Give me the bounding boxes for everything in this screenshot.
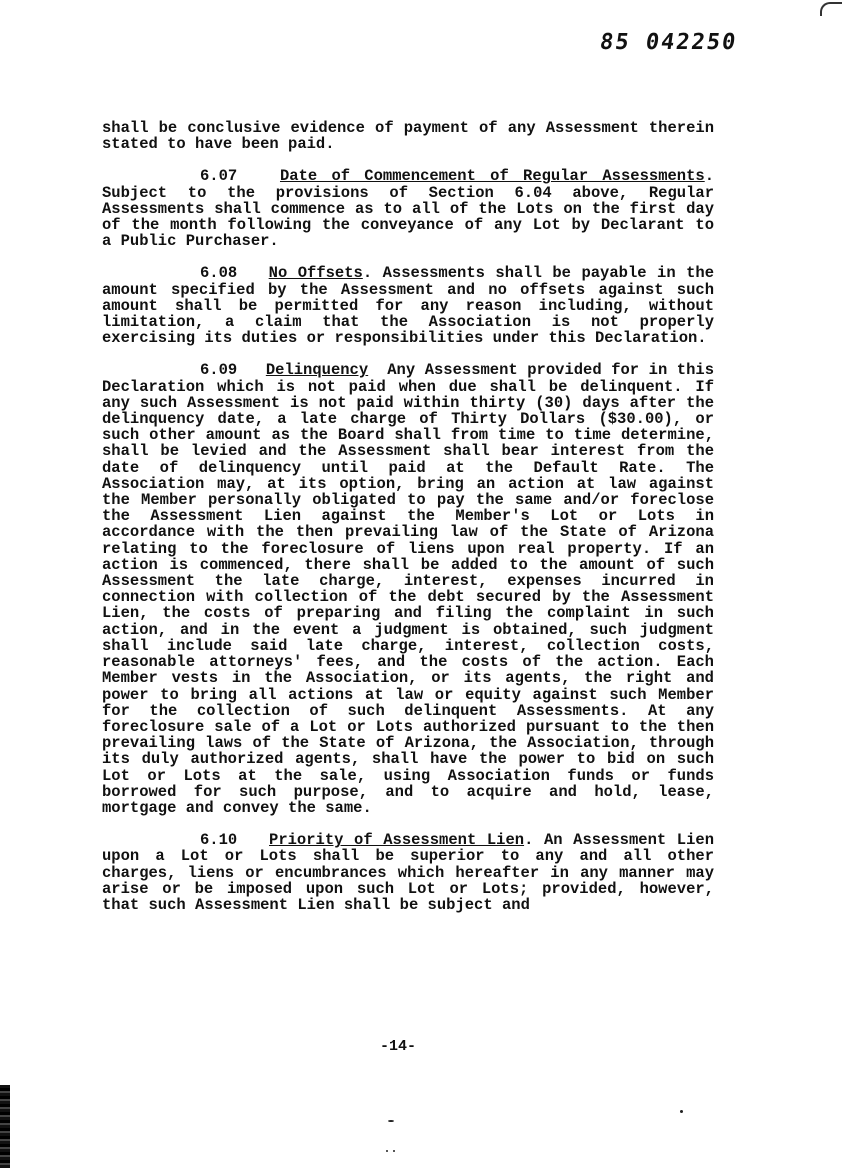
scan-speck — [393, 1150, 395, 1152]
section-body: Subject to the provisions of Section 6.04 above, Regular Assessments shall commence as to all of the Lots on the first day of the month following the conveyance of any Lot by Declarant to a Public Purchaser. — [102, 183, 714, 251]
section-body: An Assessment Lien upon a Lot or Lots shall be superior to any and all other charges, liens or encumbrances which hereafter in any manner may arise or be imposed upon such Lot or Lots; provided, however, that such Assessment Lien shall be subject and — [102, 831, 714, 914]
section-body: Any Assessment provided for in this Declaration which is not paid when due shall be delinquent. If any such Assessment is not paid within thirty (30) days after the delinquency date, a late charge of Thirty Dollars ($30.00), or such other amount as the Board shall from time to time determine, shall be levied and the Assessment shall bear interest from the date of delinquency until paid at the Default Rate. The Association may, at its option, bring an action at law against the Member personally obligated to pay the same and/or foreclose the Assessment Lien against the Member's Lot or Lots in accordance with the then prevailing law of the State of Arizona relating to the foreclosure of liens upon real property. If an action is commenced, there shall be added to the amount of such Assessment the late charge, interest, expenses incurred in connection with collection of the debt secured by the Assessment Lien, the costs of preparing and filing the complaint in such action, and in the event a judgment is obtained, such judgment shall include said late charge, interest, collection costs, reasonable attorneys' fees, and the costs of the action. Each Member vests in the Association, or its agents, the right and power to bring all actions at law or equity against such Member for the collection of such delinquent Assessments. At any foreclosure sale of a Lot or Lots authorized pursuant to the then prevailing laws of the State of Arizona, the Association, through its duly authorized agents, shall have the power to bid on such Lot or Lots at the sale, using Association funds or funds borrowed for such purpose, and to acquire and hold, lease, mortgage and convey the same. — [102, 361, 714, 817]
section-6-07: 6.07 Date of Commencement of Regular Assessments. Subject to the provisions of Section 6.04 above, Regular Assessments shall commence as to all of the Lots on the first day of the month following the conveyance of any Lot by Declarant to a Public Purchaser. — [102, 167, 715, 251]
section-body: Assessments shall be payable in the amount specified by the Assessment and no offsets against such amount shall be permitted for any reason including, without limitation, a claim that the Association is not properly exercising its duties or responsibilities under this Declaration. — [102, 264, 715, 348]
corner-scan-mark — [820, 2, 842, 16]
section-title: Date of Commencement of Regular Assessments — [279, 167, 705, 186]
intro-paragraph: shall be conclusive evidence of payment of any Assessment therein stated to have been paid. — [102, 119, 714, 154]
document-number: 85 042250 — [598, 30, 739, 55]
scan-edge-artifact — [0, 1085, 10, 1168]
document-body — [102, 120, 714, 929]
section-title: Priority of Assessment Lien — [269, 831, 525, 850]
scan-speck — [388, 1120, 394, 1122]
scan-speck — [680, 1110, 683, 1113]
section-6-08: 6.08 No Offsets. Assessments shall be payable in the amount specified by the Assessment and no offsets against such amount shall be permitted for any reason including, without limitation, a claim that the Association is not properly exercising its duties or responsibilities under this Declaration. — [102, 264, 715, 348]
section-title: Delinquency — [265, 361, 369, 380]
section-6-09 — [102, 362, 714, 816]
section-number: 6.09 — [200, 361, 238, 380]
section-number: 6.10 — [200, 831, 238, 850]
scan-speck — [386, 1150, 388, 1152]
section-title: No Offsets — [268, 264, 363, 283]
section-number: 6.08 — [200, 264, 238, 283]
section-6-10: 6.10 Priority of Assessment Lien. An Assessment Lien upon a Lot or Lots shall be superior to any and all other charges, liens or encumbrances which hereafter in any manner may arise or be imposed upon such Lot or Lots; provided, however, that such Assessment Lien shall be subject and — [102, 831, 714, 914]
page-number: -14- — [380, 1038, 417, 1055]
section-number: 6.07 — [200, 167, 238, 186]
